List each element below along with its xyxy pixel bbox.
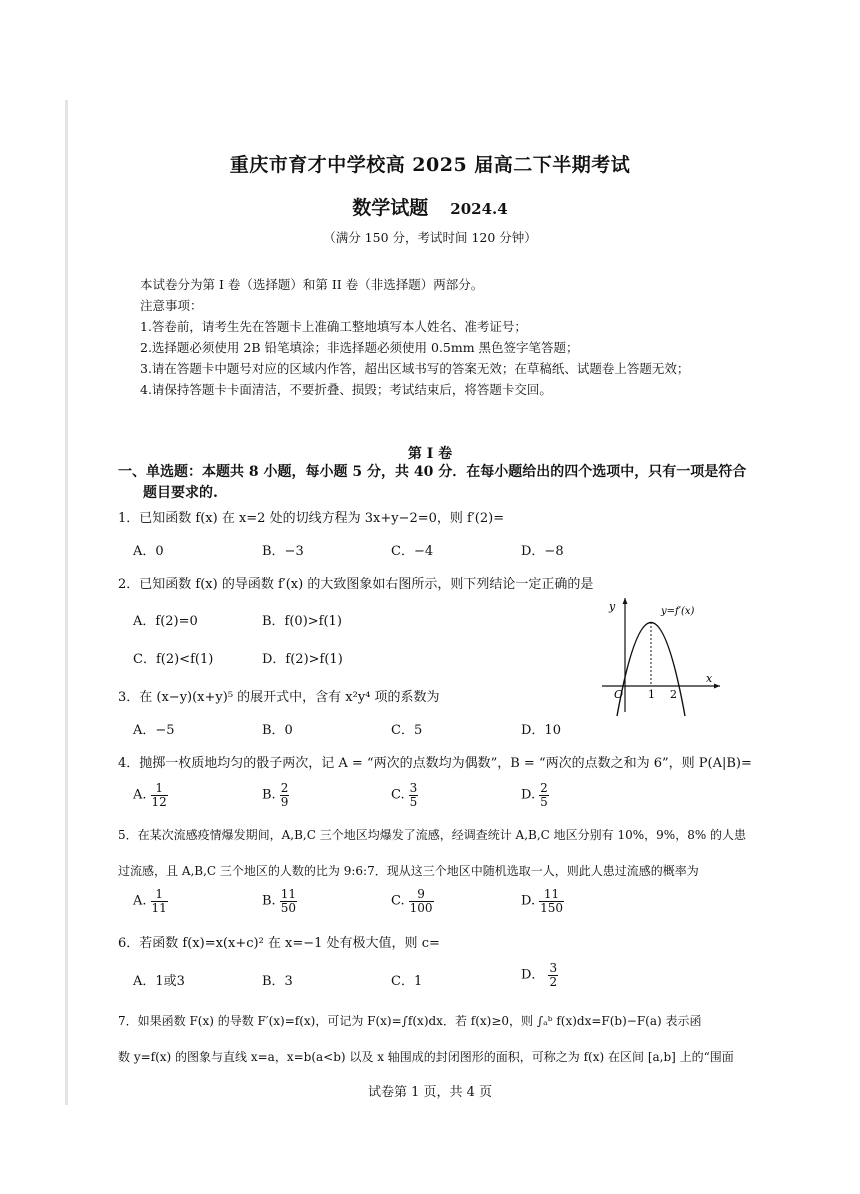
tick-label-2: 2: [670, 688, 677, 701]
exam-subject: 数学试题: [352, 197, 429, 219]
q7-line1: 7．如果函数 F(x) 的导数 F′(x)=f(x)，可记为 F(x)=∫f(x)dx．若 f(x)≥0，则 ∫ₐᵇ f(x)dx=F(b)−F(a) 表示函: [118, 1014, 702, 1028]
q5-stem-line2: 过流感，且 A,B,C 三个地区的人数的比为 9:6:7．现从这三个地区中随机选取一人，则此人患过流感的概率为: [118, 864, 699, 878]
q4-option-d-fraction: [539, 782, 549, 808]
q4-option-a-fraction: [151, 782, 168, 808]
fraction-denominator: 50: [280, 900, 296, 915]
q4-option-a: [133, 782, 168, 808]
fraction-numerator: 11: [280, 887, 296, 901]
q5-option-a: [133, 888, 168, 914]
x-axis-label: x: [706, 672, 713, 685]
q4-option-d: [521, 782, 549, 808]
q6-option-c: C．1: [391, 974, 423, 989]
q5-stem-line1: 5．在某次流感疫情爆发期间，A,B,C 三个地区均爆发了流感，经调查统计 A,B,C 地区分别有 10%，9%，8% 的人患: [118, 828, 747, 842]
q7-line2: 数 y=f(x) 的图象与直线 x=a，x=b(a<b) 以及 x 轴围成的封闭图形的面积，可称之为 f(x) 在区间 [a,b] 上的“围面: [118, 1050, 734, 1064]
q2-stem: 2．已知函数 f(x) 的导函数 f′(x) 的大致图象如右图所示，则下列结论一定正确的是: [118, 577, 594, 592]
fraction-numerator: 2: [280, 781, 289, 795]
fraction-numerator: 3: [409, 781, 418, 795]
fraction-denominator: 5: [540, 794, 548, 809]
q6-option-d: [521, 962, 558, 988]
y-axis-arrow: [623, 598, 628, 604]
note-item-4: 4.请保持答题卡卡面清洁，不要折叠、损毁；考试结束后，将答题卡交回。: [140, 382, 552, 397]
exam-title: 重庆市育才中学校高 2025 届高二下半期考试: [229, 154, 631, 176]
q5-option-c-fraction: [409, 888, 434, 914]
exam-date: 2024.4: [450, 200, 508, 218]
q4-option-b: [262, 782, 289, 808]
q5-option-d-label: D.: [521, 893, 536, 909]
q3-stem: 3．在 (x−y)(x+y)⁵ 的展开式中，含有 x²y⁴ 项的系数为: [118, 690, 440, 705]
curve-label: y=f′(x): [661, 606, 695, 617]
tick-label-1: 1: [648, 688, 655, 701]
q4-option-c: [391, 782, 418, 808]
x-axis-arrow: [714, 684, 720, 689]
q6-stem: 6．若函数 f(x)=x(x+c)² 在 x=−1 处有极大值，则 c=: [118, 936, 440, 951]
q5-option-c-label: C.: [391, 893, 405, 909]
exam-meta: （满分 150 分，考试时间 120 分钟）: [323, 230, 537, 245]
q5-option-b: [262, 888, 297, 914]
q1-option-b: B．−3: [262, 544, 304, 559]
q2-option-b: B．f(0)>f(1): [262, 614, 342, 629]
fraction-denominator: 100: [409, 900, 433, 915]
fraction-numerator: 2: [540, 781, 548, 795]
fraction-numerator: 11: [539, 888, 564, 902]
derivative-graph: [598, 594, 728, 720]
origin-label: O: [614, 688, 624, 701]
binding-margin-line: [65, 100, 68, 1105]
page-footer: 试卷第 1 页，共 4 页: [367, 1085, 493, 1100]
note-item-2: 2.选择题必须使用 2B 铅笔填涂；非选择题必须使用 0.5mm 黑色签字笔答题；: [140, 340, 579, 355]
subtitle-row: [0, 193, 860, 220]
q4-option-b-fraction: [280, 782, 290, 808]
q1-stem: 1．已知函数 f(x) 在 x=2 处的切线方程为 3x+y−2=0，则 f′(2)=: [118, 511, 505, 526]
q1-option-d: D．−8: [521, 544, 564, 559]
q3-option-c: C．5: [391, 723, 423, 738]
q5-option-b-fraction: [280, 888, 297, 914]
fraction-denominator: 150: [540, 900, 563, 915]
fraction-numerator: 3: [549, 961, 558, 975]
notes-heading: 注意事项：: [140, 298, 203, 313]
q5-option-a-fraction: [151, 888, 168, 914]
fraction-denominator: 11: [151, 900, 167, 915]
q5-option-c: [391, 888, 434, 914]
note-item-1: 1.答卷前，请考生先在答题卡上准确工整地填写本人姓名、准考证号；: [140, 319, 527, 334]
q4-option-c-fraction: [409, 782, 419, 808]
q4-option-d-label: D.: [521, 787, 536, 803]
q6-option-b: B．3: [262, 974, 293, 989]
fraction-denominator: 9: [280, 794, 289, 809]
fraction-numerator: 9: [409, 888, 434, 902]
q2-option-d: D．f(2)>f(1): [262, 652, 343, 667]
fraction-numerator: 1: [151, 888, 168, 902]
q1-option-c: C．−4: [391, 544, 434, 559]
fraction-denominator: 12: [151, 794, 167, 809]
q2-option-c: C．f(2)<f(1): [133, 652, 214, 667]
q6-option-d-label: D．: [521, 967, 545, 983]
q6-option-a: A．1或3: [133, 974, 185, 989]
q5-option-a-label: A.: [133, 893, 147, 909]
notes-intro: 本试卷分为第 I 卷（选择题）和第 II 卷（非选择题）两部分。: [140, 277, 484, 292]
q3-option-a: A．−5: [133, 723, 175, 738]
fraction-denominator: 2: [549, 974, 558, 989]
q3-option-b: B．0: [262, 723, 293, 738]
q1-option-a: A．0: [133, 544, 164, 559]
q3-option-d: D．10: [521, 723, 561, 738]
q5-option-d: [521, 888, 564, 914]
q4-option-b-label: B.: [262, 787, 276, 803]
q5-option-b-label: B.: [262, 893, 276, 909]
q2-option-a: A．f(2)=0: [133, 614, 198, 629]
q4-option-a-label: A.: [133, 787, 147, 803]
y-axis-label: y: [609, 600, 616, 613]
fraction-denominator: 5: [409, 794, 418, 809]
q4-stem: 4．抛掷一枚质地均匀的骰子两次，记 A = “两次的点数均为偶数”，B = “两次的点数之和为 6”，则 P(A|B)=: [118, 756, 752, 771]
section-label: 第 I 卷: [407, 446, 453, 462]
derivative-curve: [617, 623, 685, 717]
part1-heading-line2: 题目要求的.: [143, 485, 218, 501]
note-item-3: 3.请在答题卡中题号对应的区域内作答，超出区域书写的答案无效；在草稿纸、试题卷上答题无效；: [140, 361, 690, 376]
q5-option-d-fraction: [539, 888, 564, 914]
part1-heading-line1: 一、单选题：本题共 8 小题，每小题 5 分，共 40 分．在每小题给出的四个选项中，只有一项是符合: [118, 464, 747, 480]
q6-option-d-fraction: [548, 962, 558, 988]
q4-option-c-label: C.: [391, 787, 405, 803]
fraction-numerator: 1: [151, 782, 168, 796]
